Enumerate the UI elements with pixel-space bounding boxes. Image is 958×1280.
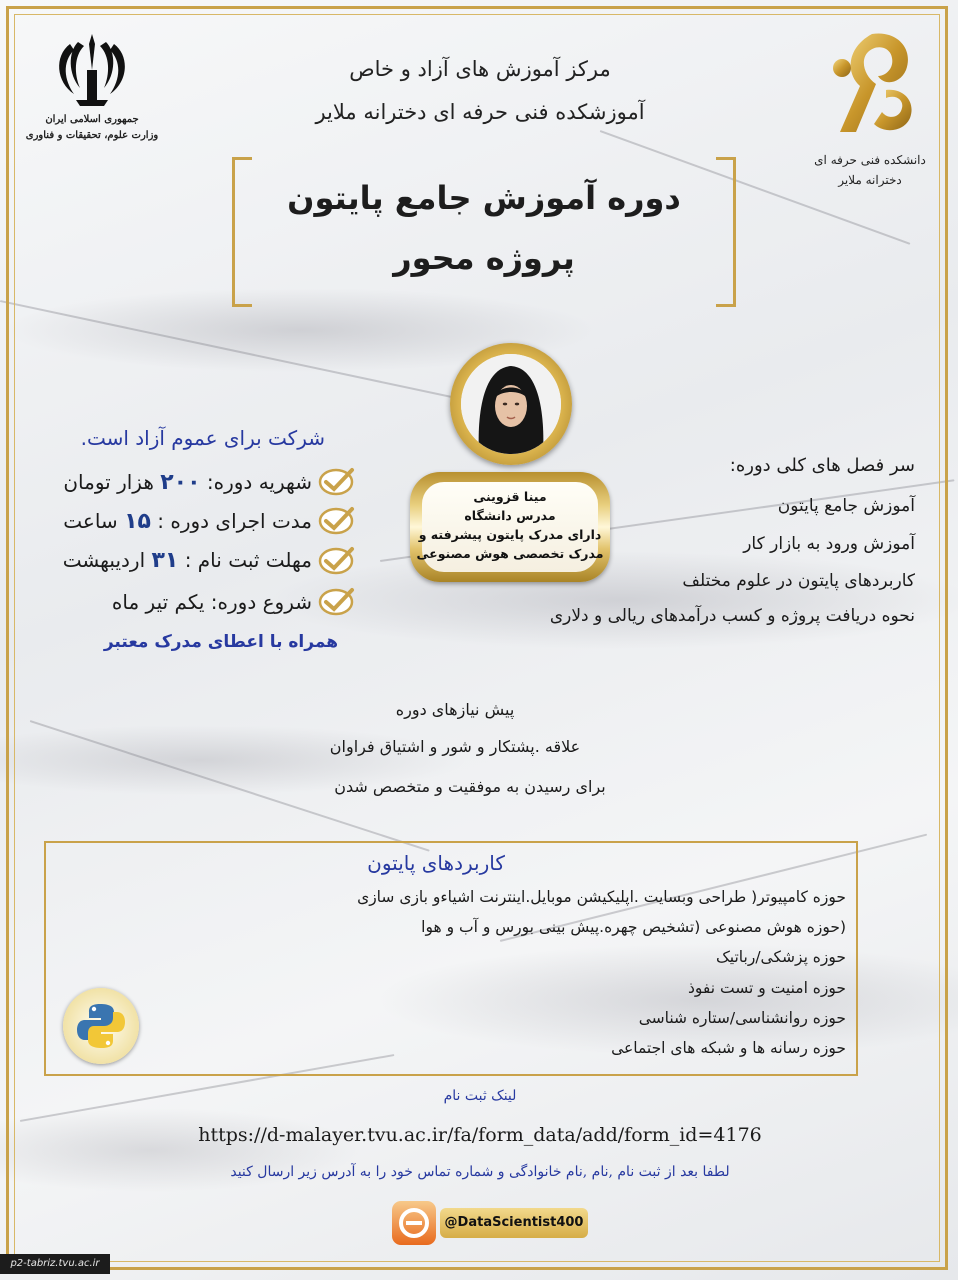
check-icon	[318, 545, 356, 575]
check-icon	[318, 586, 356, 616]
registration-note: لطفا بعد از ثبت نام ,نام ,نام خانوادگی و شماره تماس خود را به آدرس زیر ارسال کنید	[230, 1164, 730, 1180]
deadline-unit: اردیبهشت	[62, 548, 146, 572]
syllabus-item: آموزش ورود به بازار کار	[743, 534, 915, 554]
applications-box	[44, 841, 858, 1076]
prereq-heading: پیش نیازهای دوره	[395, 700, 515, 719]
start-line: شروع دوره: یکم تیر ماه	[111, 590, 312, 614]
fee-value: ۲۰۰	[160, 470, 201, 495]
application-item: (حوزه هوش مصنوعی (تشخیص چهره.پیش بینی بورس و آب و هوا	[421, 918, 846, 936]
application-item: حوزه امنیت و تست نفوذ	[688, 979, 846, 997]
source-tag-text: p2-tabriz.tvu.ac.ir	[10, 1258, 100, 1269]
prereq-line1: علاقه .پشتکار و شور و اشتیاق فراوان	[329, 737, 581, 756]
social-handle-badge[interactable]	[392, 1201, 592, 1245]
duration-value: ۱۵	[124, 509, 151, 534]
gov-caption-line2: وزارت علوم، تحقیقات و فناوری	[25, 130, 159, 141]
registration-label: لینک ثبت نام	[443, 1088, 517, 1104]
certificate-note: همراه با اعطای مدرک معتبر	[103, 632, 338, 652]
duration-line	[20, 509, 312, 534]
course-title-line1: دوره آموزش جامع پایتون	[287, 179, 681, 217]
iran-emblem-icon	[40, 30, 145, 115]
college-caption-line2: دخترانه ملایر	[838, 173, 902, 187]
application-item: حوزه کامپیوتر( طراحی وبسایت .اپلیکیشن موبایل.اینترنت اشیاءو بازی سازی	[357, 888, 846, 906]
instructor-name: مینا قزوینی	[473, 489, 547, 504]
deadline-value: ۳۱	[151, 548, 179, 573]
instructor-photo	[461, 354, 561, 454]
fee-unit: هزار تومان	[63, 470, 154, 494]
title-box	[232, 157, 736, 307]
header-center-line2: آموزشکده فنی حرفه ای دخترانه ملایر	[315, 100, 645, 124]
college-logo-icon	[826, 28, 922, 136]
source-tag	[0, 1254, 110, 1274]
deadline-label: مهلت ثبت نام :	[184, 548, 312, 572]
fee-label: شهریه دوره:	[206, 470, 312, 494]
syllabus-item: نحوه دریافت پروژه و کسب درآمدهای ریالی و دلاری	[549, 606, 915, 626]
application-item: حوزه روانشناسی/ستاره شناسی	[638, 1009, 846, 1027]
instructor-cert2: مدرک تخصصی هوش مصنوعی	[416, 546, 604, 561]
application-item: حوزه پزشکی/رباتیک	[715, 948, 846, 966]
duration-label: مدت اجرای دوره :	[157, 509, 312, 533]
syllabus-item: کاربردهای پایتون در علوم مختلف	[682, 571, 915, 591]
instructor-role: مدرس دانشگاه	[464, 508, 556, 523]
course-title-line2: پروژه محور	[393, 239, 575, 277]
instructor-photo-frame	[450, 343, 572, 465]
gov-caption-line1: جمهوری اسلامی ایران	[45, 114, 139, 125]
instructor-badge	[410, 472, 610, 582]
registration-url[interactable]: https://d-malayer.tvu.ac.ir/fa/form_data/add/form_id=4176	[198, 1124, 762, 1146]
syllabus-heading: سر فصل های کلی دوره:	[729, 455, 915, 476]
college-caption-line1: دانشکده فنی حرفه ای	[814, 153, 926, 167]
check-icon	[318, 505, 356, 535]
fee-line	[20, 470, 312, 495]
deadline-line	[20, 548, 312, 573]
prereq-line2: برای رسیدن به موفقیت و متخصص شدن	[334, 777, 606, 796]
syllabus-item: آموزش جامع پایتون	[777, 496, 915, 516]
eitaa-logo-icon	[392, 1201, 436, 1245]
python-logo-icon	[63, 988, 139, 1064]
applications-heading: کاربردهای پایتون	[367, 851, 505, 875]
open-to-public: شرکت برای عموم آزاد است.	[80, 426, 325, 450]
instructor-cert1: دارای مدرک پایتون پیشرفته و	[418, 527, 602, 542]
application-item: حوزه رسانه ها و شبکه های اجتماعی	[611, 1039, 846, 1057]
social-handle: @DataScientist400	[444, 1215, 584, 1230]
check-icon	[318, 466, 356, 496]
duration-unit: ساعت	[63, 509, 118, 533]
header-center-line1: مرکز آموزش های آزاد و خاص	[349, 57, 611, 81]
